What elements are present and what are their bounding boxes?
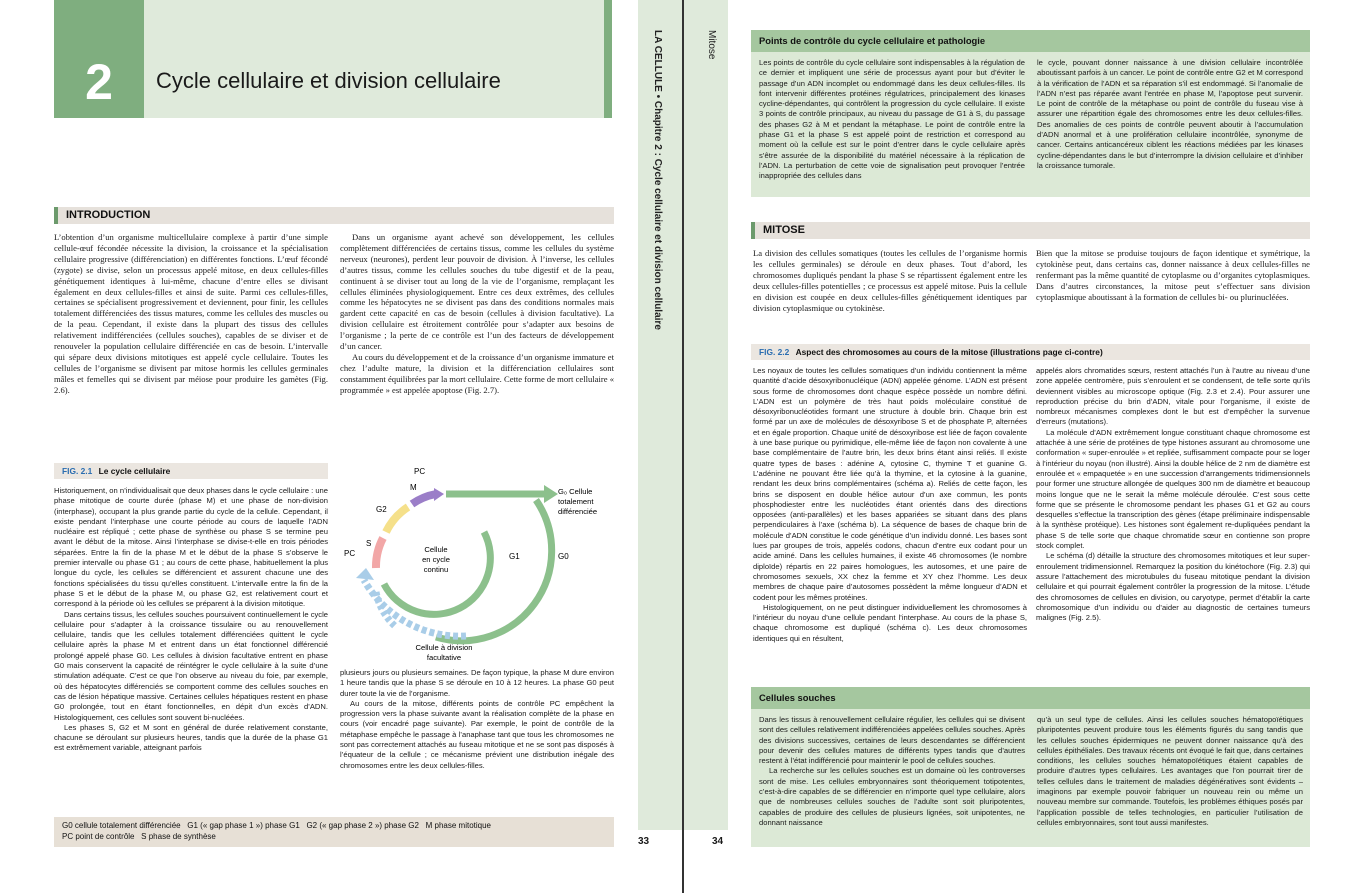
chapter-title: Cycle cellulaire et division cellulaire	[156, 68, 501, 93]
label-pc-top: PC	[414, 467, 426, 476]
fig21-legend-line1: G0 cellule totalement différenciée G1 (« gap phase 1 ») phase G1 G2 (« gap phase 2 ») phase G2 M phase mitotique	[62, 821, 491, 830]
mitose-heading: MITOSE	[751, 222, 1310, 239]
stem-cells-title: Cellules souches	[751, 687, 1310, 709]
chapter-title-rule	[604, 0, 612, 118]
checkpoint-col1: Les points de contrôle du cycle cellulaire sont indispensables à la régulation de ce dernier et impliquent une série de processus ayant pour but d’éviter le passage d’un ADN incomplet ou endommagé dans les deux cellules-filles. Ils font intervenir différentes protéines régulatrices, principalement des kinases cycline-dépendantes, qui contrôlent la progression du cycle cellulaire. Il existe 3 points de contrôle principaux, au niveau du passage de G1 à S, du passage des phases G2 à M et pendant la métaphase. Le point de contrôle entre la phase G1 et la phase S est appelé point de restriction et correspond au moment où la cellule est sur le point d’entrer dans le cycle cellulaire après s’être assurée de la disponibilité du matériel nécessaire à la réplication de l’ADN. La perturbation de cette voie de signalisation peut provoquer l’entrée inappropriée des cellules dans	[759, 58, 1025, 181]
g0-arrowhead	[544, 485, 558, 503]
fig22-caption	[751, 344, 1310, 360]
right-spine-text: Mitose	[706, 30, 717, 60]
fig21-legend-line2: PC point de contrôle S phase de synthèse	[62, 832, 216, 841]
fig21-p5: Au cours de la mitose, différents points de contrôle PC empêchent la progression vers la phase suivante avant la réalisation complète de la phase en cours (voir encadré page suivante). Par exemple, le point de contrôle de la métaphase empêche le passage à l’anaphase tant que tous les chromosomes ne sont pas correctement attachés au fuseau mitotique et ne se sont pas disposés à l’équateur de la cellule ; ce mécanisme prévient une distribution inégale des chromosomes entre les deux cellules-filles.	[340, 698, 614, 770]
checkpoint-box-title: Points de contrôle du cycle cellulaire et pathologie	[751, 30, 1310, 52]
label-g0-cell: G₀ Cellule totalement différenciée	[558, 487, 598, 516]
intro-col2-p1: Dans un organisme ayant achevé son développement, les cellules complètement différenciées de certains tissus, comme les cellules du système nerveux (neurones), perdent leur pouvoir de division. À l’inverse, les cellules d’autres tissus, comme les cellules souches du tube digestif et de la peau, continuent à se diviser tout au long de la vie de l’organisme, remplaçant les cellules éliminées physiologiquement. Entre ces deux extrêmes, des cellules comme les hépatocytes ne se divisent pas dans des conditions normales mais gardent cette capacité en cas de besoin (cellules à division facultative). La division cellulaire est étroitement contrôlée pour s’adapter aux besoins de l’organisme ; la perte de ce contrôle est l’un des facteurs de développement d’un cancer.	[340, 232, 614, 352]
fig21-caption	[54, 463, 328, 479]
g2-phase-arc	[386, 507, 408, 532]
fig22-col2	[1036, 366, 1310, 623]
label-pc-left: PC	[344, 549, 356, 558]
label-s: S	[366, 539, 372, 548]
label-g1: G1	[509, 552, 520, 561]
fig22-col1	[753, 366, 1027, 644]
fig21-p3: Les phases S, G2 et M sont en général de durée relativement constante, chacune se déroulant sur plusieurs heures, tandis que la durée de la phase G1 est extrêmement variable, atteignant parfois	[54, 722, 328, 753]
fig22-title: Aspect des chromosomes au cours de la mitose (illustrations page ci-contre)	[795, 347, 1103, 357]
intro-col2-p2: Au cours du développement et de la croissance d’un organisme immature et chez l’adulte mature, la division et la différenciation cellulaires sont constamment équilibrées par la mort cellulaire. Cette forme de mort cellulaire « programmée » est appelée apoptose (Fig. 2.7).	[340, 351, 614, 395]
page-number-right: 34	[712, 836, 724, 847]
fig21-title: Le cycle cellulaire	[98, 466, 171, 476]
stem-cells-col2: qu’à un seul type de cellules. Ainsi les cellules souches hématopoïétiques pluripotentes peuvent produire tous les éléments figurés du sang tandis que les cellules souches épidermiques ne peuvent donner naissance qu’à des cellules épithéliales. Des travaux récents ont évoqué le fait que, dans certaines conditions, les cellules souches hématopoïétiques étaient capables de produire d’autres types cellulaires. Les avantages que l’on pourrait tirer de telles cellules dans le traitement de maladies dégénératives sont évidents – imaginons par exemple pouvoir fabriquer un nouveau rein ou même un nouveau membre sur commande. Toutefois, les problèmes éthiques posés par l’application possible de telles technologies, en particulier l’utilisation de cellules embryonnaires, sont tout aussi manifestes.	[1037, 715, 1303, 827]
label-facultative: Cellule à division facultative	[415, 643, 473, 662]
fig21-p2: Dans certains tissus, les cellules souches poursuivent continuellement le cycle cellulaire pour s’adapter à la croissance tissulaire ou au renouvellement cellulaire, tandis que les cellules totalement différenciées quittent le cycle cellulaire après la phase M et entrent dans un état fonctionnel différencié prolongé appelé phase G0. Les cellules à division facultative entrent en phase G0 mais conservent la capacité de réintégrer le cycle cellulaire à la suite d’une stimulation adéquate. C’est ce que l’on observe au niveau du foie, par exemple, où des hépatocytes différenciés se comportent comme des cellules souches en cas de lésion hépatique massive. Certaines cellules hépatiques restent en phase G0 prolongée, tout en étant fonctionnelles, en dépit d’un excès d’ADN. Histologiquement, ces cellules sont souvent bi-nucléées.	[54, 609, 328, 722]
left-spine-text: LA CELLULE • Chapitre 2 : Cycle cellulaire et division cellulaire	[652, 30, 663, 330]
cell-cycle-diagram	[336, 462, 616, 667]
label-g2: G2	[376, 505, 387, 514]
facultative-arrowhead	[356, 568, 374, 580]
fig22-number: FIG. 2.2	[759, 347, 790, 357]
intro-heading: INTRODUCTION	[54, 207, 614, 224]
fig22-col2-p3: Le schéma (d) détaille la structure des chromosomes mitotiques et leur super-enroulement tridimensionnel. Remarquez la position du kinétochore (Fig. 2.3) qui assure l’attachement des microtubules du fuseau mitotique pendant la division cellulaire et qui pourrait également contrôler la progression de la mitose. L’étude des chromosomes de cellules en division, ou caryotype, permet d’établir la carte chromosomique d’un individu ou d’aider au diagnostic de certaines tumeurs malignes (Fig. 2.5).	[1036, 551, 1310, 623]
intro-col1-text: L’obtention d’un organisme multicellulaire complexe à partir d’une simple cellule-œuf fécondée nécessite la division, la croissance et la spécialisation cellulaire progressive (différenciation) en différentes fonctions. L’œuf fécondé (zygote) se divise, selon un processus appelé mitose, en deux cellules-filles génétiquement identiques à lui-même, chacune d’entre elles se divisant également en deux cellules-filles et ainsi de suite. Parmi ces cellules-filles, certaines se spécialisent progressivement et deviennent, pour finir, les cellules totalement différenciées des tissus matures, comme les cellules des muscles ou de la peau. Cependant, il existe dans la plupart des tissus des cellules relativement indifférenciées (cellules souches), capables de se diviser et de renouveler la population cellulaire différenciée en cas de besoin. L’intervalle qui sépare deux divisions mitotiques est appelé cycle cellulaire. Toutes les cellules de l’organisme se divisent par mitose hormis les cellules germinales mâles et femelles qui se divisent par méiose pour produire les gamètes (Fig. 2.6).	[54, 232, 328, 395]
fig21-p1: Historiquement, on n’individualisait que deux phases dans le cycle cellulaire : une phase mitotique de courte durée (phase M) et une phase de non-division (interphase), occupant la plus grande partie du cycle de la cellule. Cependant, il existe pendant l’interphase une courte période au cours de laquelle l’ADN nucléaire est répliqué ; cette phase de synthèse ou phase S se termine peu avant le début de la mitose. Ainsi l’interphase se divise-t-elle en trois périodes séparées. Entre la fin de la phase M et le début de la phase S s’observe le premier intervalle ou phase G1 ; au cours de cette phase, habituellement la plus longue du cycle, les cellules se différencient et assurent chacune une des fonctions spécialisées du tissu qu’elles constituent. L’intervalle entre la fin de la phase S et le début de la phase M, ou phase G2, est relativement court et correspond à la période où les cellules se préparent à la division mitotique.	[54, 486, 328, 609]
s-phase-arc	[376, 538, 383, 568]
right-spine-tab	[684, 0, 728, 830]
intro-col2	[340, 232, 614, 396]
mitose-col1: La division des cellules somatiques (toutes les cellules de l’organisme hormis les cellules germinales) se déroule en deux phases. Tout d’abord, les chromosomes dupliqués pendant la phase S se répartissent également entre les deux cellules-filles potentielles ; ce processus est appelé mitose. Puis la cellule en division est coupée en deux cellules-filles génétiquement identiques par division cytoplasmique ou cytokinèse.	[753, 248, 1027, 313]
fig21-text-left	[54, 486, 328, 754]
g0-arc	[436, 500, 552, 641]
stem-cells-col1	[759, 715, 1025, 828]
m-phase-arrowhead	[434, 488, 444, 501]
chapter-title-band	[144, 0, 604, 118]
page-number-left: 33	[638, 836, 650, 847]
checkpoint-col2: le cycle, pouvant donner naissance à une division cellulaire incontrôlée aboutissant parfois à un cancer. Le point de contrôle entre G2 et M correspond à la vérification de l’ADN et sa réparation s’il est endommagé. Si l’anomalie de l’ADN n’est pas réparée avant l’entrée en phase M, l’apoptose peut survenir. Le point de contrôle de la métaphase ou point de contrôle du fuseau vise à assurer une répartition égale des chromosomes entre les deux cellules-filles. Des anomalies de ces points de contrôle peuvent aboutir à l’accumulation d’ADN anormal et à une prolifération cellulaire incontrôlée, synonyme de cancer. Certains anticancéreux ciblent les réactions médiées par les kinases cycline-dépendantes dans le but d’interrompre la division cellulaire et d’inhiber la croissance tumorale.	[1037, 58, 1303, 170]
fig21-p4: plusieurs jours ou plusieurs semaines. De façon typique, la phase M dure environ 1 heure tandis que la phase S se déroule en 10 à 12 heures. La phase G0 peut durer toute la vie de l’organisme.	[340, 668, 614, 698]
label-m: M	[410, 483, 417, 492]
mitose-col2: Bien que la mitose se produise toujours de façon identique et symétrique, la cytokinèse peut, dans certains cas, donner naissance à deux cellules-filles ne renfermant pas la même quantité de cytoplasme ou d’organites cytoplasmiques. Dans d’autres circonstances, la mitose peut s’effectuer sans division cytoplasmique aboutissant à la formation de cellules bi- ou plurinucléées.	[1036, 248, 1310, 302]
fig22-col2-p2: La molécule d’ADN extrêmement longue constituant chaque chromosome est attachée à une série de protéines de type histones assurant au chromosome une conformation « super-enroulée » et repliée, suffisamment compacte pour se loger à l’intérieur du noyau (non illustré). Ainsi la double hélice de 2 nm de diamètre est enroulée et « empaquetée » en une succession d’arrangements tridimensionnels pour former une structure allongée de quelques 300 nm de diamètre et beaucoup moins longue que ne le serait la même molécule déroulée. C’est sous cette forme que se présente le chromosome pendant les phases G1 et G2 au cours desquelles s’effectue la transcription des gènes (étape préliminaire indispensable à la synthèse protéique). Les histones sont également re-dupliquées pendant la phase S de telle sorte que chaque chromatide sœur en contienne son propre stock complet.	[1036, 427, 1310, 551]
stem-col1-p1: Dans les tissus à renouvellement cellulaire régulier, les cellules qui se divisent sont des cellules relativement indifférenciées appelées cellules souches. Après des divisions successives, certaines de leurs descendantes se différencient pour devenir des cellules matures de différents types tandis que d’autres restent à l’état indifférencié pour maintenir le pool de cellules souches.	[759, 715, 1025, 766]
label-g0: G0	[558, 552, 569, 561]
m-phase-arc	[412, 494, 436, 504]
label-center: Cellule en cycle continu	[422, 545, 450, 574]
fig22-col2-p1: appelés alors chromatides sœurs, restent attachés l’un à l’autre au niveau d’une zone appelée centromère, puis s’enroulent et se condensent, de telle sorte qu’ils deviennent visibles au microscope optique (Fig. 2.3 et 2.4). Pour assurer une reproduction précise du brin d’ADN, vitale pour l’organisme, il existe de nombreux mécanismes complexes dont le but est d’empêcher la survenue d’erreurs (mutations).	[1036, 366, 1310, 427]
fig22-col1-p1: Les noyaux de toutes les cellules somatiques d’un individu contiennent la même quantité d’acide désoxyribonucléique (ADN) appelée génome. L’ADN est présent sous forme de chromosomes dont chaque espèce possède un nombre défini. L’ADN est un polymère de très haut poids moléculaire constitué de désoxyribonucléotides formant une structure à double brin. Chaque brin est formé par un axe de molécules de désoxyribose S et de phosphate P, alternées et en égale proportion. Chaque unité de désoxyribose est liée de façon covalente à une base purique ou pyrimidique, elle-même liée de façon non covalente à une base complémentaire de l’autre brin, les deux brins étant ainsi reliés. Il existe quatre types de bases : adénine A, cytosine C, thymine T et guanine G. L’adénine ne pouvant être liée qu’à la thymine, et la cytosine à la guanine, rendant les deux brins complémentaires (schéma a). Reliés de cette façon, les brins se disposent en double hélice autour d’un axe commun, les ponts phosphodiester entre les nucléotides étant orientés dans des directions opposées (anti-parallèles) et les bases appariées se situant dans des plans perpendiculaires à l’axe (schéma b). La séquence de bases de chaque brin de molécule d’ADN constitue le code génétique d’un individu donné. Les bases sont lues par groupes de trois, appelés codons, chacun d’entre eux codant pour un acide aminé. Dans les cellules humaines, il existe 46 chromosomes (le nombre diploïde) répartis en 22 paires homologues, les autosomes, et une paire de chromosomes sexuels, XX chez la femme et XY chez l’homme. Les deux membres de chaque paire d’autosomes possèdent la même longueur d’ADN et codent pour les mêmes protéines.	[753, 366, 1027, 602]
fig22-col1-p2: Histologiquement, on ne peut distinguer individuellement les chromosomes à l’intérieur du noyau d’une cellule pendant l’interphase. Au cours de la phase S, chaque chromosome est dupliqué (schéma c). Les deux chromosomes identiques qui en résultent,	[753, 602, 1027, 643]
fig21-text-right	[340, 668, 614, 771]
chapter-number: 2	[85, 54, 113, 110]
fig21-number: FIG. 2.1	[62, 466, 93, 476]
intro-col1	[54, 232, 328, 396]
stem-col1-p2: La recherche sur les cellules souches est un domaine où les controverses sont de mise. Les cellules embryonnaires sont théoriquement totipotentes, c’est-à-dire capables de se différencier en n’importe quel type cellulaire, alors que de nombreuses cellules souches de l’adulte sont soit pluripotentes, capables de produire des cellules de plusieurs lignées, soit unipotentes, ne donnant naissance	[759, 766, 1025, 827]
